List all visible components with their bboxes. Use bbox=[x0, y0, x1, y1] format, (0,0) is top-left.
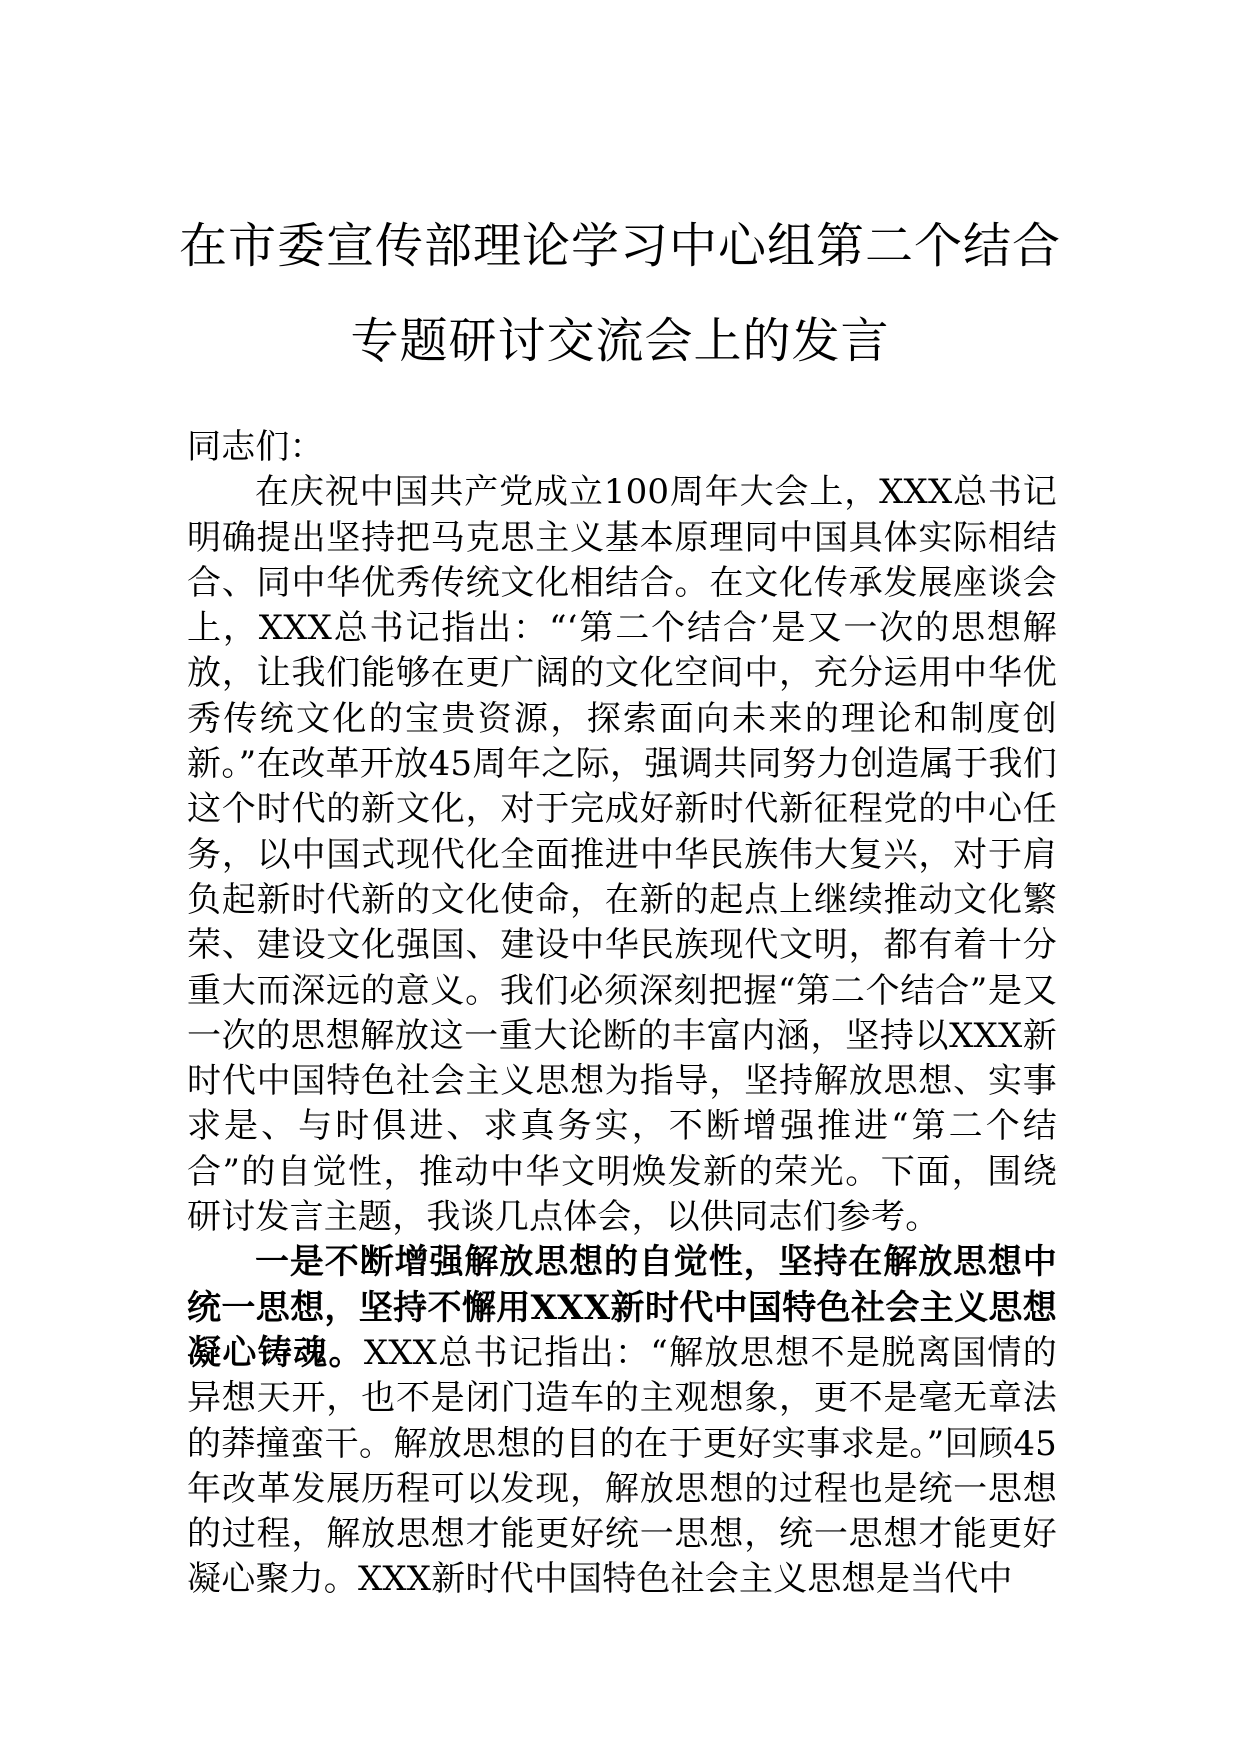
paragraph-point-one-body: XXX总书记指出：“解放思想不是脱离国情的异想天开，也不是闭门造车的主观想象，更不是毫无章法的莽撞蛮干。解放思想的目的在于更好实事求是。”回顾45年改革发展历程可以发现，解放思想的过程也是统一思想的过程，解放思想才能更好统一思想，统一思想才能更好凝心聚力。XXX新时代中国特色社会主义思想是当代中 bbox=[187, 1332, 1057, 1600]
document-body bbox=[187, 425, 1057, 1603]
document-title-line-1: 在市委宣传部理论学习中心组第二个结合 bbox=[178, 218, 1061, 274]
paragraph-intro: 在庆祝中国共产党成立100周年大会上，XXX总书记明确提出坚持把马克思主义基本原理同中国具体实际相结合、同中华优秀传统文化相结合。在文化传承发展座谈会上，XXX总书记指出：“‘第二个结合’是又一次的思想解放，让我们能够在更广阔的文化空间中，充分运用中华优秀传统文化的宝贵资源，探索面向未来的理论和制度创新。”在改革开放45周年之际，强调共同努力创造属于我们这个时代的新文化，对于完成好新时代新征程党的中心任务，以中国式现代化全面推进中华民族伟大复兴，对于肩负起新时代新的文化使命，在新的起点上继续推动文化繁荣、建设文化强国、建设中华民族现代文明，都有着十分重大而深远的意义。我们必须深刻把握“第二个结合”是又一次的思想解放这一重大论断的丰富内涵，坚持以XXX新时代中国特色社会主义思想为指导，坚持解放思想、实事求是、与时俱进、求真务实，不断增强推进“第二个结合”的自觉性，推动中华文明焕发新的荣光。下面，围绕研讨发言主题，我谈几点体会，以供同志们参考。 bbox=[187, 472, 1057, 1238]
paragraph-point-one-heading: 一是不断增强解放思想的自觉性，坚持在解放思想中统一思想，坚持不懈用XXX新时代中国特色社会主义思想凝心铸魂。 bbox=[187, 1242, 1057, 1373]
salutation: 同志们： bbox=[187, 427, 324, 467]
document-title-line-2: 专题研讨交流会上的发言 bbox=[350, 313, 890, 369]
paragraph-point-one bbox=[187, 1240, 1057, 1602]
